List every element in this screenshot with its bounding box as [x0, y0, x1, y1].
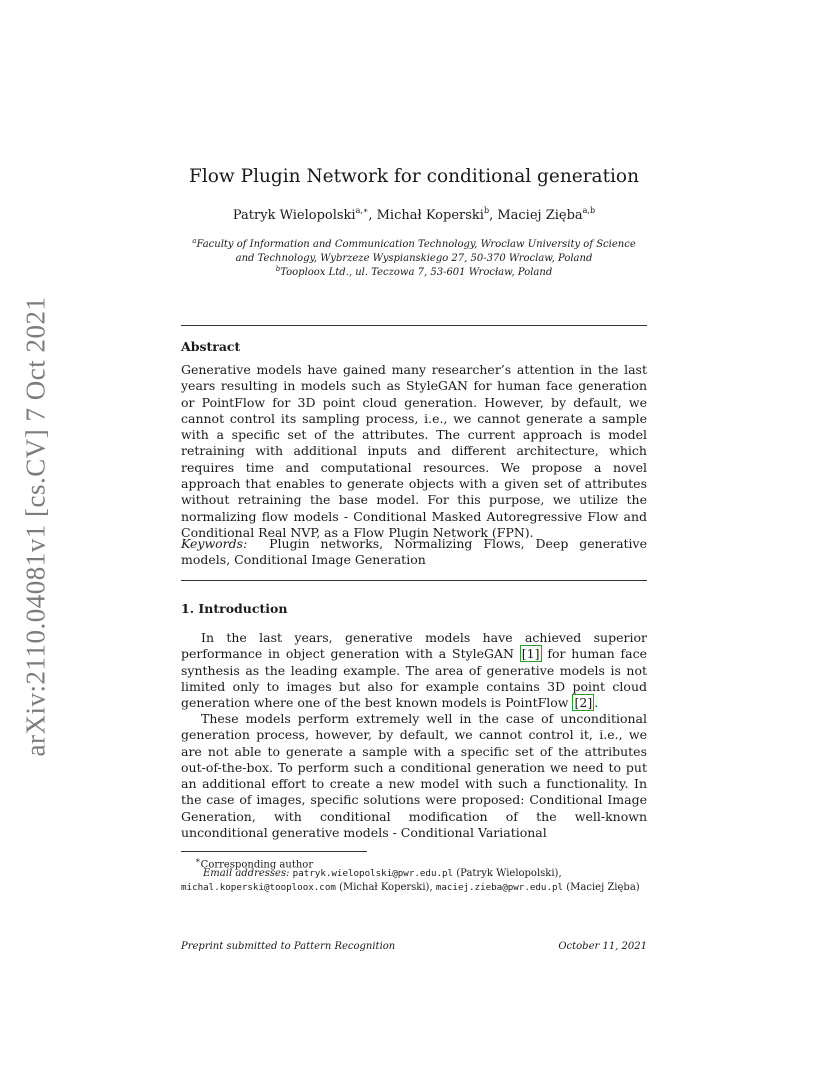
author-3 — [497, 208, 595, 223]
affiliation-text: Tooploox Ltd., ul. Teczowa 7, 53-601 Wrocław, Poland — [280, 267, 553, 278]
section-heading-introduction: 1. Introduction — [181, 601, 288, 616]
footer-date: October 11, 2021 — [558, 941, 647, 952]
intro-paragraph-2 — [181, 711, 647, 841]
author-affil-mark: a,∗ — [355, 206, 369, 215]
arxiv-watermark — [10, 296, 62, 756]
arxiv-watermark-text: arXiv:2110.04081v1 [cs.CV] 7 Oct 2021 — [20, 296, 51, 756]
abstract-bottom-rule — [181, 580, 647, 581]
affiliation-a-line1 — [181, 238, 647, 252]
footnote-rule — [181, 851, 367, 852]
affiliation-mark: b — [275, 265, 281, 273]
author-name: Maciej Zięba — [497, 208, 583, 223]
author-name: Michał Koperski — [376, 208, 484, 223]
footer-preprint-note: Preprint submitted to Pattern Recognition — [181, 941, 396, 952]
affiliation-a-line2: and Technology, Wybrzeze Wyspianskiego 27, 50-370 Wroclaw, Poland — [235, 253, 593, 264]
footnote-text: Corresponding author — [200, 859, 314, 871]
keywords-text: Plugin networks, Normalizing Flows, Deep generative models, Conditional Image Generation — [181, 536, 647, 568]
affiliation-b — [181, 266, 647, 280]
affiliation-mark: a — [192, 237, 197, 245]
keywords-label: Keywords: — [181, 536, 248, 551]
email-label: Email addresses: — [203, 868, 290, 879]
author-affil-mark: b — [483, 206, 490, 215]
author-list — [181, 206, 647, 226]
author-name: Patryk Wielopolski — [232, 208, 356, 223]
email-owner: (Patryk Wielopolski), — [456, 868, 562, 879]
email-owner: (Michał Koperski), — [339, 882, 433, 893]
abstract-text: Generative models have gained many researcher’s attention in the last years resulting in models such as StyleGAN for human face generation or PointFlow for 3D point cloud generation. However, by default, we cannot control its sampling process, i.e., we cannot generate a sample with a specific set of the attributes. The current approach is model retraining with additional inputs and different architecture, which requires time and computational resources. We propose a novel approach that enables to generate objects with a given set of attributes without retraining the base model. For this purpose, we utilize the normalizing flow models - Conditional Masked Autoregressive Flow and Conditional Real NVP, as a Flow Plugin Network (FPN). — [181, 362, 647, 540]
citation-link[interactable]: [1] — [521, 646, 540, 662]
email-owner: (Maciej Zięba) — [566, 882, 640, 893]
author-separator: , — [368, 208, 377, 223]
paper-title: Flow Plugin Network for conditional generation — [189, 166, 639, 187]
author-1 — [233, 208, 377, 223]
affiliation-text: Faculty of Information and Communication Technology, Wroclaw University of Science — [196, 239, 636, 250]
intro-paragraph-1 — [181, 630, 647, 711]
citation-link[interactable]: [2] — [574, 695, 593, 711]
author-affil-mark: a,b — [582, 206, 596, 215]
paragraph-text: . — [594, 695, 599, 711]
email-link-1[interactable]: patryk.wielopolski@pwr.edu.pl — [292, 868, 454, 879]
email-link-3[interactable]: maciej.zieba@pwr.edu.pl — [435, 882, 564, 893]
author-separator: , — [489, 208, 498, 223]
paragraph-text: These models perform extremely well in the case of unconditional generation process, however, by default, we cannot control it, i.e., we are not able to generate a sample with a specific set of the attributes out-of-the-box. To perform such a conditional generation we need to put an additional effort to create a new model with such a functionality. In the case of images, specific solutions were proposed: Conditional Image Generation, with conditional modification of the well-known unconditional generative models - Conditional Variational — [181, 711, 647, 841]
abstract-heading: Abstract — [181, 339, 241, 354]
paragraph-text: In the last years, generative models have achieved superior performance in object generation with a StyleGAN — [181, 630, 647, 662]
keywords — [181, 536, 647, 569]
author-2 — [377, 208, 498, 223]
abstract-top-rule — [181, 325, 647, 326]
footnote-emails — [181, 867, 647, 895]
paragraph-text: for human face synthesis as the leading example. The area of generative models is not limited only to images but also for example contains 3D point cloud generation where one of the best known models is PointFlow — [181, 646, 647, 711]
footnote-mark: ∗ — [195, 855, 201, 865]
affiliations — [181, 238, 647, 280]
email-link-2[interactable]: michal.koperski@tooploox.com — [181, 882, 336, 893]
